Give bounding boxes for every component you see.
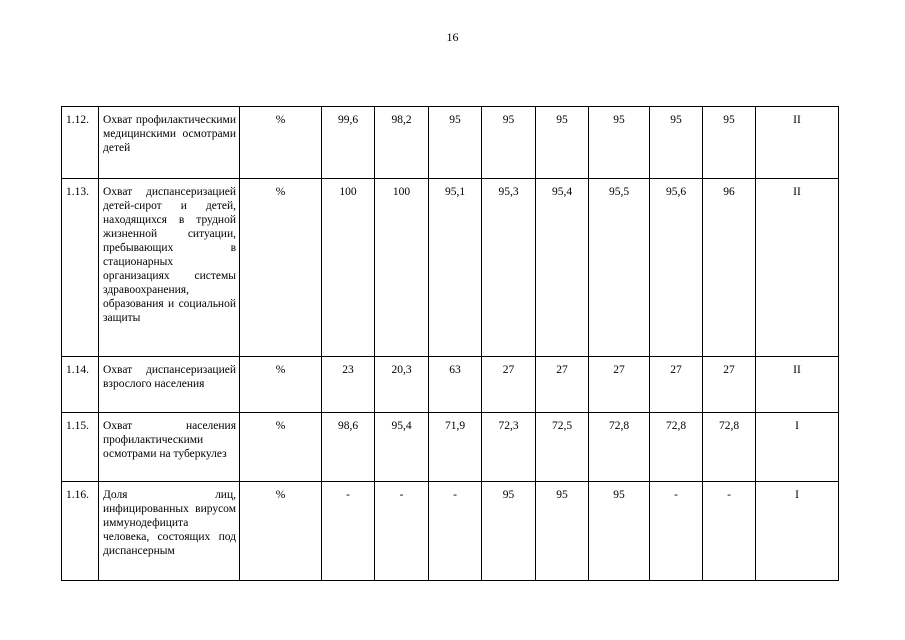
value-cell: 95 (536, 107, 589, 179)
value-cell: 63 (429, 357, 482, 413)
value-cell: 71,9 (429, 413, 482, 482)
value-cell: 27 (589, 357, 650, 413)
value-cell: 72,3 (482, 413, 536, 482)
indicator-name: Охват профилактическими медицинскими осмотрами детей (99, 107, 240, 179)
row-number: 1.14. (62, 357, 99, 413)
value-cell: - (375, 482, 429, 581)
value-cell: 72,8 (650, 413, 703, 482)
value-cell: 95 (482, 482, 536, 581)
value-cell: 23 (322, 357, 375, 413)
table-row (62, 482, 839, 581)
table-row (62, 179, 839, 357)
value-cell: 27 (482, 357, 536, 413)
value-cell: - (703, 482, 756, 581)
level-cell: I (756, 482, 839, 581)
level-cell: I (756, 413, 839, 482)
value-cell: 20,3 (375, 357, 429, 413)
value-cell: 98,2 (375, 107, 429, 179)
value-cell: 95 (589, 482, 650, 581)
row-number: 1.16. (62, 482, 99, 581)
table-row (62, 107, 839, 179)
value-cell: 95,4 (375, 413, 429, 482)
value-cell: 98,6 (322, 413, 375, 482)
value-cell: 95,5 (589, 179, 650, 357)
value-cell: 72,8 (703, 413, 756, 482)
page-number: 16 (446, 30, 459, 44)
value-cell: - (650, 482, 703, 581)
value-cell: 95 (703, 107, 756, 179)
value-cell: 95 (536, 482, 589, 581)
unit-cell: % (240, 179, 322, 357)
row-number: 1.13. (62, 179, 99, 357)
level-cell: II (756, 107, 839, 179)
value-cell: 72,5 (536, 413, 589, 482)
indicator-name: Охват диспансеризацией взрослого населения (99, 357, 240, 413)
value-cell: 95 (650, 107, 703, 179)
value-cell: 27 (536, 357, 589, 413)
table-row (62, 413, 839, 482)
value-cell: 96 (703, 179, 756, 357)
unit-cell: % (240, 357, 322, 413)
value-cell: 95,1 (429, 179, 482, 357)
value-cell: 95,3 (482, 179, 536, 357)
value-cell: 95 (589, 107, 650, 179)
indicator-name: Охват диспансеризацией детей-сирот и детей, находящихся в трудной жизненной ситуации, пребывающих в стационарных организациях системы здравоохранения, образования и социальной защиты (99, 179, 240, 357)
indicator-name: Доля лиц, инфицированных вирусом иммунодефицита человека, состоящих под диспансерным (103, 489, 236, 557)
unit-cell: % (240, 107, 322, 179)
indicator-name-cell (99, 482, 240, 581)
unit-cell: % (240, 413, 322, 482)
unit-cell: % (240, 482, 322, 581)
indicator-name: Охват населения профилактическими осмотрами на туберкулез (99, 413, 240, 482)
value-cell: 72,8 (589, 413, 650, 482)
level-cell: II (756, 179, 839, 357)
table-row (62, 357, 839, 413)
value-cell: 100 (375, 179, 429, 357)
value-cell: 95,6 (650, 179, 703, 357)
level-cell: II (756, 357, 839, 413)
value-cell: 27 (650, 357, 703, 413)
row-number: 1.12. (62, 107, 99, 179)
value-cell: - (429, 482, 482, 581)
value-cell: - (322, 482, 375, 581)
value-cell: 95 (482, 107, 536, 179)
value-cell: 95 (429, 107, 482, 179)
value-cell: 99,6 (322, 107, 375, 179)
indicators-table (61, 106, 839, 581)
value-cell: 27 (703, 357, 756, 413)
value-cell: 95,4 (536, 179, 589, 357)
row-number: 1.15. (62, 413, 99, 482)
value-cell: 100 (322, 179, 375, 357)
